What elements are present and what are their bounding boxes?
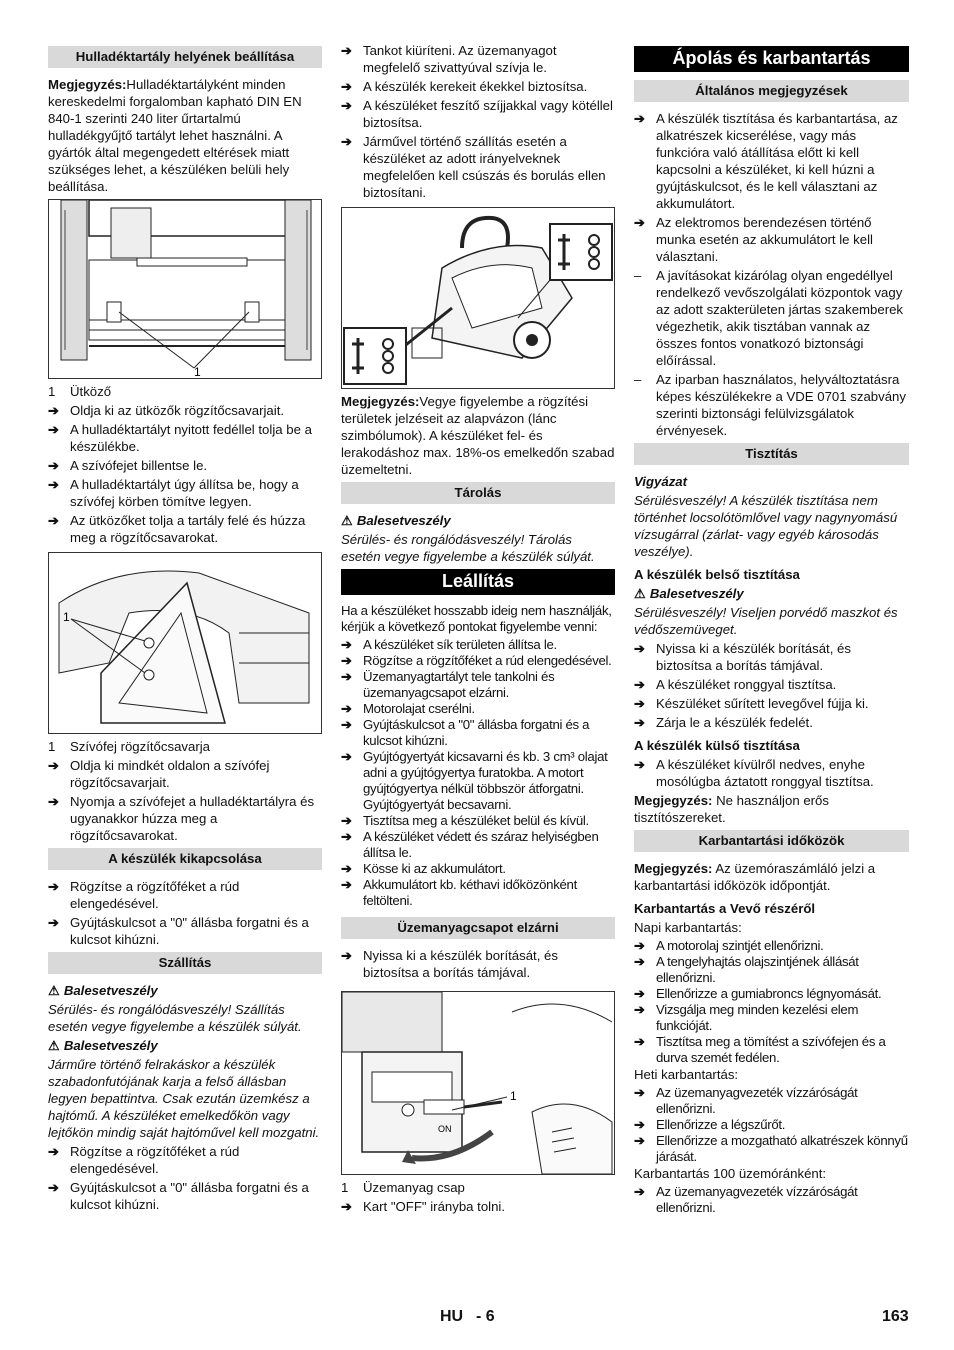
section-heading: Üzemanyagcsapot elzárni	[341, 917, 615, 939]
section-heading: Hulladéktartály helyének beállítása	[48, 46, 322, 68]
step-item	[48, 914, 322, 948]
step-list	[341, 1198, 615, 1215]
step-text: Ellenőrizze a gumiabroncs légnyomását.	[656, 986, 882, 1001]
step-item	[634, 1085, 909, 1117]
step-item	[634, 986, 909, 1002]
arrow-icon: ➔	[341, 829, 353, 844]
arrow-icon: ➔	[48, 879, 60, 894]
warning-title: ⚠ Balesetveszély	[48, 1038, 158, 1053]
arrow-icon: ➔	[634, 1184, 646, 1199]
arrow-icon: ➔	[341, 669, 353, 684]
step-item	[48, 1179, 322, 1213]
step-text: Akkumulátort kb. kéthavi időközönként feltölteni.	[363, 877, 577, 908]
arrow-icon: ➔	[48, 794, 60, 809]
step-item	[634, 695, 909, 712]
step-text: Az elektromos berendezésen történő munka esetén az akkumulátort le kell választani.	[656, 215, 873, 264]
column-middle	[341, 42, 615, 1217]
note: Megjegyzés: Az üzemóraszámláló jelzi a karbantartási időközök időpontját.	[634, 861, 876, 893]
section-heading: Tárolás	[341, 482, 615, 504]
step-list	[341, 637, 615, 909]
svg-text:1: 1	[510, 1089, 517, 1103]
arrow-icon: ➔	[634, 641, 646, 656]
dash-icon: –	[634, 372, 642, 387]
step-item	[634, 1184, 909, 1216]
step-list	[634, 756, 909, 790]
arrow-icon: ➔	[48, 477, 60, 492]
arrow-icon: ➔	[634, 1002, 646, 1017]
warning-icon: ⚠	[48, 1038, 60, 1053]
step-item	[341, 877, 615, 909]
step-item	[341, 78, 615, 95]
step-text: Az iparban használatos, helyváltoztatásra képes készülékekre a VDE 0701 szabvány szerinti biztonsági felülvizsgálatok érvényesek.	[656, 372, 906, 438]
step-item	[48, 878, 322, 912]
arrow-icon: ➔	[634, 715, 646, 730]
step-item	[634, 938, 909, 954]
step-item	[341, 42, 615, 76]
step-text: Nyissa ki a készülék borítását, és biztosítsa a borítás támjával.	[363, 948, 558, 980]
subheading: A készülék belső tisztítása	[634, 567, 800, 582]
dash-item	[634, 371, 909, 439]
arrow-icon: ➔	[634, 111, 646, 126]
arrow-icon: ➔	[341, 717, 353, 732]
step-item	[341, 1198, 615, 1215]
arrow-icon: ➔	[634, 215, 646, 230]
section-heading: Tisztítás	[634, 443, 909, 465]
step-text: Gyújtáskulcsot a "0" állásba forgatni és a kulcsot kihúzni.	[363, 717, 590, 748]
subheading: Karbantartás a Vevő részéről	[634, 901, 816, 916]
step-item	[634, 214, 909, 265]
dash-item	[634, 267, 909, 369]
step-list	[634, 1184, 909, 1216]
step-text: Gyújtáskulcsot a "0" állásba forgatni és a kulcsot kihúzni.	[70, 915, 309, 947]
arrow-icon: ➔	[341, 98, 353, 113]
column-right	[634, 42, 909, 1216]
footer-page: - 6	[476, 1308, 495, 1325]
step-text: Az üzemanyagvezeték vízzáróságát ellenőrizni.	[656, 1184, 858, 1215]
step-text: Nyomja a szívófejet a hulladéktartályra és ugyanakkor húzza meg a rögzítőcsavarokat.	[70, 794, 315, 843]
figure-fuel-tap	[341, 991, 615, 1175]
arrow-icon: ➔	[634, 938, 646, 953]
step-text: A hulladéktartályt nyitott fedéllel tolja be a készülékbe.	[70, 422, 312, 454]
step-text: Tankot kiüríteni. Az üzemanyagot megfelelő szivattyúval szívja le.	[363, 43, 557, 75]
step-item	[341, 97, 615, 131]
step-text: Kart "OFF" irányba tolni.	[363, 1199, 506, 1214]
step-item	[634, 640, 909, 674]
step-list	[634, 110, 909, 265]
step-list	[634, 1085, 909, 1165]
step-item	[634, 110, 909, 212]
step-list	[634, 938, 909, 1066]
step-item	[634, 1117, 909, 1133]
figure-caption: 1 Ütköző	[48, 384, 112, 399]
step-list	[48, 402, 322, 546]
step-list	[341, 42, 615, 201]
note: Megjegyzés:Vegye figyelembe a rögzítési területek jelzéseit az alapvázon (lánc szimbólumok). A készüléket fel- és lerakodáshoz max. 18%-os emelkedőn szabad üzemeltetni.	[341, 394, 615, 477]
step-item	[341, 701, 615, 717]
step-text: Gyújtáskulcsot a "0" állásba forgatni és a kulcsot kihúzni.	[70, 1180, 309, 1212]
arrow-icon: ➔	[341, 813, 353, 828]
arrow-icon: ➔	[634, 1133, 646, 1148]
step-text: Tisztítsa meg a tömítést a szívófejen és a durva szemét fedélen.	[656, 1034, 886, 1065]
step-item	[341, 653, 615, 669]
caution-title: Vigyázat	[634, 474, 688, 489]
figure-tie-down-points	[341, 207, 615, 389]
step-text: Oldja ki az ütközők rögzítőcsavarjait.	[70, 403, 285, 418]
arrow-icon: ➔	[634, 954, 646, 969]
arrow-icon: ➔	[48, 403, 60, 418]
arrow-icon: ➔	[341, 637, 353, 652]
arrow-icon: ➔	[48, 422, 60, 437]
step-list	[48, 757, 322, 844]
svg-text:1: 1	[63, 610, 70, 624]
intro-text: Ha a készüléket hosszabb ideig nem használják, kérjük a következő pontokat figyelembe venni:	[341, 603, 612, 634]
step-item	[48, 512, 322, 546]
step-text: A szívófejet billentse le.	[70, 458, 208, 473]
step-text: A készüléket sík területen állítsa le.	[363, 637, 557, 652]
step-item	[341, 717, 615, 749]
step-text: Oldja ki mindkét oldalon a szívófej rögzítőcsavarjait.	[70, 758, 270, 790]
step-item	[634, 954, 909, 986]
step-list	[341, 947, 615, 981]
step-text: A készülék kerekeit ékekkel biztosítsa.	[363, 79, 588, 94]
step-text: Vizsgálja meg minden kezelési elem funkcióját.	[656, 1002, 859, 1033]
caution-text: Sérülésveszély! A készülék tisztítása nem történhet locsolótömlővel vagy nagynyomású vízsugárral (zárlat- vagy egyéb károsodás veszélye).	[634, 493, 898, 559]
arrow-icon: ➔	[341, 134, 353, 149]
step-text: Készüléket sűrített levegővel fújja ki.	[656, 696, 869, 711]
arrow-icon: ➔	[341, 749, 353, 764]
step-text: Az üzemanyagvezeték vízzáróságát ellenőrizni.	[656, 1085, 858, 1116]
step-text: Kösse ki az akkumulátort.	[363, 861, 506, 876]
step-item	[634, 1133, 909, 1165]
figure-caption: 1 Üzemanyag csap	[341, 1180, 465, 1195]
arrow-icon: ➔	[48, 915, 60, 930]
subheading: A készülék külső tisztítása	[634, 738, 800, 753]
footer-page-number: 163	[882, 1308, 909, 1325]
step-text: Ellenőrizze a mozgatható alkatrészek könnyű járását.	[656, 1133, 908, 1164]
arrow-icon: ➔	[341, 701, 353, 716]
arrow-icon: ➔	[634, 757, 646, 772]
section-heading: Karbantartási időközök	[634, 830, 909, 852]
warning-title: ⚠ Balesetveszély	[48, 983, 158, 998]
step-text: A készüléket feszítő szíjjakkal vagy kötéllel biztosítsa.	[363, 98, 613, 130]
note: Megjegyzés: Ne használjon erős tisztítószereket.	[634, 793, 829, 825]
warning-icon: ⚠	[48, 983, 60, 998]
svg-text:ON: ON	[438, 1124, 452, 1134]
arrow-icon: ➔	[634, 1085, 646, 1100]
arrow-icon: ➔	[48, 758, 60, 773]
arrow-icon: ➔	[48, 513, 60, 528]
step-text: Üzemanyagtartályt tele tankolni és üzemanyagcsapot elzárni.	[363, 669, 555, 700]
arrow-icon: ➔	[634, 1117, 646, 1132]
step-text: Tisztítsa meg a készüléket belül és kívül.	[363, 813, 589, 828]
step-text: A készüléket kívülről nedves, enyhe mosólúgba áztatott ronggyal tisztítsa.	[656, 757, 874, 789]
arrow-icon: ➔	[341, 861, 353, 876]
arrow-icon: ➔	[634, 696, 646, 711]
step-item	[341, 947, 615, 981]
footer-language: HU	[440, 1308, 464, 1325]
step-item	[341, 813, 615, 829]
step-list	[634, 640, 909, 731]
step-text: Nyissa ki a készülék borítását, és biztosítsa a borítás támjával.	[656, 641, 851, 673]
chapter-heading: Ápolás és karbantartás	[634, 46, 909, 72]
note: Megjegyzés:Hulladéktartályként minden kereskedelmi forgalomban kapható DIN EN 840-1 szerinti 240 liter űrtartalmú hulladékgyűjtő tartályt lehet használni. A gyártók által megengedett eltérések miatt szükséges lehet, a készüléken belüli hely beállítása.	[48, 77, 302, 194]
step-item	[341, 749, 615, 813]
section-heading: A készülék kikapcsolása	[48, 848, 322, 870]
warning-text: Járműre történő felrakáskor a készülék szabadonfutójának karja a felső állásban legyen bepattintva. Csak ezután üzemkész a hajtómű. A készüléket emelkedőkön vagy lejtőkön mindig saját hajtóművel kell mozgatni.	[48, 1057, 320, 1140]
warning-title: ⚠ Balesetveszély	[634, 586, 744, 601]
arrow-icon: ➔	[341, 43, 353, 58]
chapter-heading: Leállítás	[341, 569, 615, 595]
step-text: Motorolajat cserélni.	[363, 701, 475, 716]
figure-bumpers	[48, 199, 322, 379]
step-list	[48, 878, 322, 948]
column-left	[48, 42, 322, 1215]
step-item	[48, 421, 322, 455]
step-item	[341, 669, 615, 701]
dash-icon: –	[634, 268, 642, 283]
step-item	[634, 1002, 909, 1034]
arrow-icon: ➔	[48, 1180, 60, 1195]
step-text: A készülék tisztítása és karbantartása, az alkatrészek kicserélése, vagy más funkcióra való átállítása előtt ki kell kapcsolni a készüléket, ki kell húzni a gyújtáskulcsot, és le kell választani az akkumulátort.	[656, 111, 898, 211]
weekly-label: Heti karbantartás:	[634, 1067, 739, 1082]
step-item	[341, 829, 615, 861]
arrow-icon: ➔	[341, 877, 353, 892]
warning-text: Sérülés- és rongálódásveszély! Tárolás esetén vegye figyelembe a készülék súlyát.	[341, 532, 595, 564]
step-text: A motorolaj szintjét ellenőrizni.	[656, 938, 824, 953]
arrow-icon: ➔	[341, 948, 353, 963]
step-text: Járművel történő szállítás esetén a készüléket az adott irányelveknek megfelelően kell csúszás és borulás ellen biztosítani.	[363, 134, 606, 200]
step-text: Ellenőrizze a légszűrőt.	[656, 1117, 786, 1132]
step-text: A készüléket védett és száraz helyiségben állítsa le.	[363, 829, 599, 860]
dash-list	[634, 267, 909, 439]
section-heading: Általános megjegyzések	[634, 80, 909, 102]
section-heading: Szállítás	[48, 952, 322, 974]
figure-suction-head	[48, 552, 322, 734]
arrow-icon: ➔	[341, 1199, 353, 1214]
warning-text: Sérülésveszély! Viseljen porvédő maszkot és védőszemüveget.	[634, 605, 898, 637]
arrow-icon: ➔	[634, 1034, 646, 1049]
step-item	[48, 793, 322, 844]
warning-icon: ⚠	[634, 586, 646, 601]
step-item	[48, 1143, 322, 1177]
warning-text: Sérülés- és rongálódásveszély! Szállítás esetén vegye figyelembe a készülék súlyát.	[48, 1002, 302, 1034]
arrow-icon: ➔	[634, 677, 646, 692]
step-list	[48, 1143, 322, 1213]
warning-icon: ⚠	[341, 513, 353, 528]
step-text: A készüléket ronggyal tisztítsa.	[656, 677, 837, 692]
step-text: Rögzítse a rögzítőféket a rúd elengedésével.	[70, 1144, 240, 1176]
svg-text:1: 1	[194, 365, 201, 378]
warning-title: ⚠ Balesetveszély	[341, 513, 451, 528]
step-item	[48, 757, 322, 791]
step-item	[341, 861, 615, 877]
step-item	[48, 457, 322, 474]
step-item	[634, 756, 909, 790]
step-text: A javításokat kizárólag olyan engedéllyel rendelkező vevőszolgálati központok vagy az adott szakterületen jártas szakemberek végezhetik, akik tisztában vannak az összes fontos vonatkozó biztonsági előírással.	[656, 268, 904, 368]
step-text: Az ütközőket tolja a tartály felé és húzza meg a rögzítőcsavarokat.	[70, 513, 306, 545]
arrow-icon: ➔	[634, 986, 646, 1001]
step-text: Zárja le a készülék fedelét.	[656, 715, 813, 730]
step-item	[48, 402, 322, 419]
step-item	[341, 637, 615, 653]
figure-caption: 1 Szívófej rögzítőcsavarja	[48, 739, 210, 754]
daily-label: Napi karbantartás:	[634, 920, 742, 935]
step-text: Rögzítse a rögzítőféket a rúd elengedésével.	[363, 653, 612, 668]
step-item	[634, 714, 909, 731]
step-item	[634, 1034, 909, 1066]
step-text: Rögzítse a rögzítőféket a rúd elengedésével.	[70, 879, 240, 911]
arrow-icon: ➔	[341, 653, 353, 668]
arrow-icon: ➔	[48, 1144, 60, 1159]
arrow-icon: ➔	[341, 79, 353, 94]
step-item	[48, 476, 322, 510]
step-text: A hulladéktartályt úgy állítsa be, hogy a szívófej körben tömítve legyen.	[70, 477, 299, 509]
step-item	[634, 676, 909, 693]
step-text: Gyújtógyertyát kicsavarni és kb. 3 cm³ olajat adni a gyújtógyertya furatokba. A motort gyújtógyertya nélkül többször átforgatni. Gyújtógyertyát becsavarni.	[363, 749, 608, 812]
arrow-icon: ➔	[48, 458, 60, 473]
hundred-hours-label: Karbantartás 100 üzemóránként:	[634, 1166, 827, 1181]
step-item	[341, 133, 615, 201]
step-text: A tengelyhajtás olajszintjének állását ellenőrizni.	[656, 954, 859, 985]
